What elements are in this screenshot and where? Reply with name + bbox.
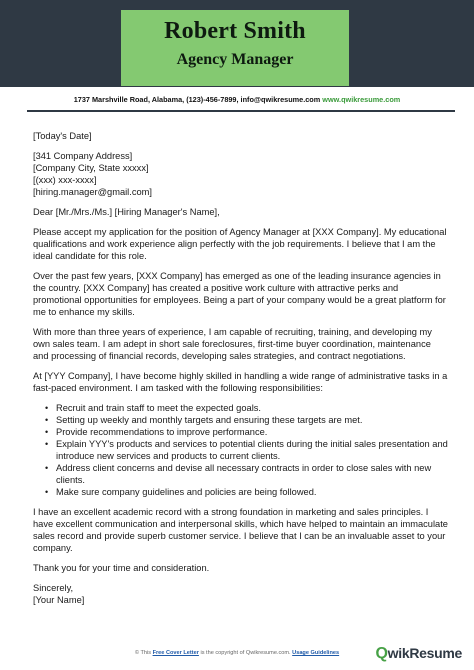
header-divider <box>27 110 455 112</box>
contact-details: 1737 Marshville Road, Alabama, (123)-456-7899, info@qwikresume.com <box>73 95 323 104</box>
address-line: [341 Company Address] <box>33 151 133 161</box>
contact-line <box>0 95 474 104</box>
list-item: • Provide recommendations to improve performance. <box>46 426 448 438</box>
footer-prefix: © This <box>134 650 153 656</box>
paragraph-experience: With more than three years of experience, I am capable of recruiting, training, and developing my own sales team. I am adept in short sale foreclosures, first-time buyer coordination, maintenance and processing of financial records, developing sales strategies, and contract negotiations. <box>33 327 432 361</box>
job-title: Agency Manager <box>176 51 294 68</box>
list-item: • Address client concerns and devise all necessary contracts in order to close sales with new clients. <box>46 462 448 486</box>
list-item: • Make sure company guidelines and policies are being followed. <box>46 486 448 498</box>
closing: Sincerely, <box>33 583 74 593</box>
letter-body <box>33 130 448 606</box>
list-item: • Setting up weekly and monthly targets and ensuring these targets are met. <box>46 414 448 426</box>
letter-date: [Today's Date] <box>33 131 92 141</box>
address-line: [hiring.manager@gmail.com] <box>33 187 152 197</box>
thanks-line: Thank you for your time and consideration. <box>33 563 210 573</box>
footer-middle: is the copyright of Qwikresume.com. <box>198 650 293 656</box>
usage-guidelines-link[interactable]: Usage Guidelines <box>292 650 340 656</box>
list-item: • Recruit and train staff to meet the expected goals. <box>46 402 448 414</box>
website-link[interactable]: www.qwikresume.com <box>322 95 401 104</box>
qwikresume-logo <box>376 645 463 663</box>
applicant-name: Robert Smith <box>164 18 306 44</box>
name-box <box>121 10 349 86</box>
closing-block <box>33 582 448 606</box>
paragraph-intro: Please accept my application for the position of Agency Manager at [XXX Company]. My educational qualifications and work experience align perfectly with the job requirements. I believe that I am the ideal candidate for this role. <box>33 227 447 261</box>
responsibilities-list <box>33 402 448 498</box>
paragraph-company: Over the past few years, [XXX Company] has emerged as one of the leading insurance agencies in the country. [XXX Company] has created a positive work culture with attractive perks and promotional opportunities for employees. Being a part of your company would be a great platform for me to enhance my skills. <box>33 271 446 317</box>
list-item: • Explain YYY's products and services to potential clients during the initial sales presentation and introduce new services and products to current clients. <box>46 438 448 462</box>
recipient-address <box>33 150 448 198</box>
paragraph-qualifications: I have an excellent academic record with a strong foundation in marketing and sales principles. I have excellent communication and interpersonal skills, which have helped to maintain an immaculate sales record and provide superb customer service. I believe that I can be an invaluable asset to your company. <box>33 507 448 553</box>
free-cover-letter-link[interactable]: Free Cover Letter <box>152 650 199 656</box>
paragraph-responsibilities: At [YYY Company], I have become highly skilled in handling a wide range of administrative tasks in a fast-paced environment. I am tasked with the following responsibilities: <box>33 371 448 393</box>
address-line: [Company City, State xxxxx] <box>33 163 149 173</box>
logo-q: Q <box>375 645 388 662</box>
logo-text: wikResume <box>387 645 462 661</box>
salutation: Dear [Mr./Mrs./Ms.] [Hiring Manager's Name], <box>33 207 220 217</box>
signature: [Your Name] <box>33 595 85 605</box>
address-line: [(xxx) xxx-xxxx] <box>33 175 97 185</box>
